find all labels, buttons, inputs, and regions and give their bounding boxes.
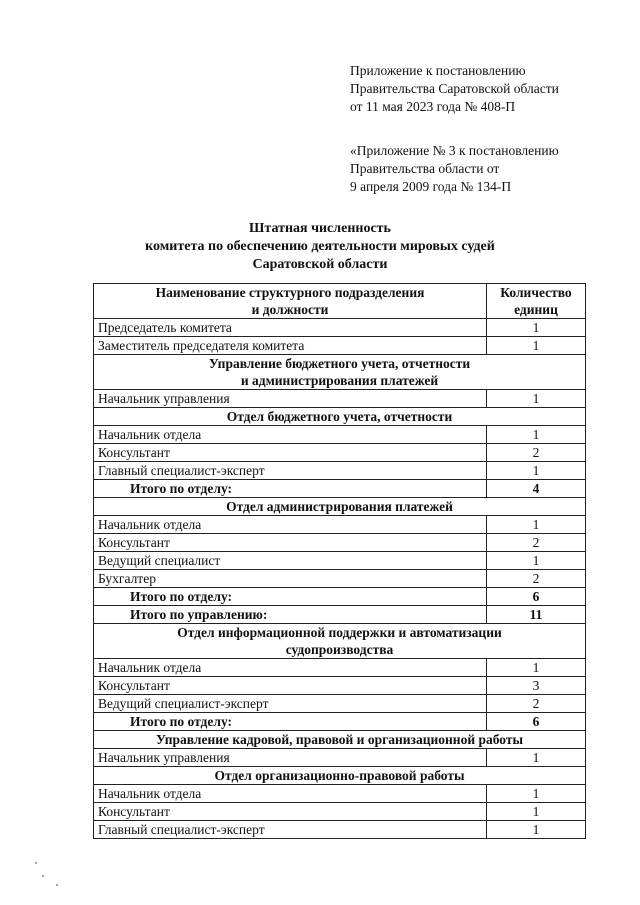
position-name: Консультант (94, 803, 487, 821)
section-header-row (94, 408, 586, 426)
section-title (94, 408, 586, 426)
table-row (94, 319, 586, 337)
section-header-row (94, 355, 586, 390)
appendix-line: Правительства Саратовской области (350, 81, 559, 96)
position-quantity: 2 (487, 444, 586, 462)
table-row (94, 749, 586, 767)
table-row (94, 785, 586, 803)
section-title-line: Отдел бюджетного учета, отчетности (226, 409, 453, 424)
position-quantity: 1 (487, 785, 586, 803)
position-name: Начальник отдела (94, 785, 487, 803)
position-quantity: 2 (487, 570, 586, 588)
position-quantity: 2 (487, 695, 586, 713)
position-quantity: 1 (487, 462, 586, 480)
position-name: Начальник управления (94, 749, 487, 767)
position-name: Консультант (94, 677, 487, 695)
table-header-row (94, 284, 586, 319)
section-header-row (94, 731, 586, 749)
position-quantity: 1 (487, 749, 586, 767)
table-row (94, 659, 586, 677)
scan-speck (35, 862, 37, 864)
subtotal-label: Итого по отделу: (94, 713, 487, 731)
header-name (94, 284, 487, 319)
position-quantity: 1 (487, 390, 586, 408)
subtotal-quantity: 4 (487, 480, 586, 498)
appendix-line: «Приложение № 3 к постановлению (350, 143, 559, 158)
header-quantity (487, 284, 586, 319)
position-name: Ведущий специалист (94, 552, 487, 570)
subtotal-row (94, 480, 586, 498)
table-row (94, 390, 586, 408)
position-name: Заместитель председателя комитета (94, 337, 487, 355)
appendix-line: 9 апреля 2009 года № 134-П (350, 179, 512, 194)
section-title (94, 355, 586, 390)
subtotal-row (94, 606, 586, 624)
position-quantity: 2 (487, 534, 586, 552)
position-quantity: 1 (487, 659, 586, 677)
section-title-line: Отдел организационно-правовой работы (214, 768, 465, 783)
table-row (94, 534, 586, 552)
appendix-note (350, 62, 559, 116)
header-line: Наименование структурного подразделения (155, 285, 425, 300)
section-title-line: Управление кадровой, правовой и организационной работы (155, 732, 524, 747)
original-appendix-note (350, 142, 559, 196)
section-title-line: Отдел администрирования платежей (226, 499, 453, 514)
section-header-row (94, 767, 586, 785)
table-body (94, 319, 586, 839)
position-quantity: 1 (487, 337, 586, 355)
table-row (94, 337, 586, 355)
subtotal-quantity: 6 (487, 588, 586, 606)
subtotal-quantity: 11 (487, 606, 586, 624)
subtotal-label: Итого по отделу: (94, 480, 487, 498)
position-name: Начальник отдела (94, 516, 487, 534)
position-name: Консультант (94, 444, 487, 462)
table-row (94, 570, 586, 588)
title-line: Саратовской области (252, 257, 388, 272)
scan-speck (56, 884, 58, 886)
position-quantity: 3 (487, 677, 586, 695)
table-row (94, 516, 586, 534)
section-header-row (94, 498, 586, 516)
subtotal-row (94, 588, 586, 606)
table-row (94, 444, 586, 462)
table-row (94, 552, 586, 570)
position-name: Главный специалист-эксперт (94, 821, 487, 839)
position-name: Консультант (94, 534, 487, 552)
appendix-line: Правительства области от (350, 161, 500, 176)
section-title (94, 624, 586, 659)
position-name: Ведущий специалист-эксперт (94, 695, 487, 713)
position-name: Председатель комитета (94, 319, 487, 337)
table-row (94, 803, 586, 821)
document-title (0, 220, 640, 274)
staffing-table (93, 283, 586, 839)
position-name: Главный специалист-эксперт (94, 462, 487, 480)
section-title-line: судопроизводства (285, 642, 394, 657)
appendix-line: Приложение к постановлению (350, 63, 526, 78)
subtotal-row (94, 713, 586, 731)
title-line: Штатная численность (249, 221, 391, 236)
position-quantity: 1 (487, 803, 586, 821)
position-quantity: 1 (487, 552, 586, 570)
scan-speck (42, 875, 44, 877)
section-header-row (94, 624, 586, 659)
section-title (94, 767, 586, 785)
table-row (94, 821, 586, 839)
table-row (94, 426, 586, 444)
subtotal-label: Итого по отделу: (94, 588, 487, 606)
position-quantity: 1 (487, 426, 586, 444)
section-title-line: Отдел информационной поддержки и автоматизации (177, 625, 502, 640)
section-title (94, 498, 586, 516)
section-title (94, 731, 586, 749)
table-row (94, 695, 586, 713)
section-title-line: Управление бюджетного учета, отчетности (208, 356, 471, 371)
subtotal-label: Итого по управлению: (94, 606, 487, 624)
table-row (94, 462, 586, 480)
header-line: Количество (500, 285, 572, 300)
appendix-line: от 11 мая 2023 года № 408-П (350, 99, 516, 114)
position-name: Бухгалтер (94, 570, 487, 588)
position-quantity: 1 (487, 516, 586, 534)
table-row (94, 677, 586, 695)
position-name: Начальник управления (94, 390, 487, 408)
header-line: единиц (514, 302, 558, 317)
position-name: Начальник отдела (94, 426, 487, 444)
position-name: Начальник отдела (94, 659, 487, 677)
subtotal-quantity: 6 (487, 713, 586, 731)
section-title-line: и администрирования платежей (240, 373, 439, 388)
title-line: комитета по обеспечению деятельности мировых судей (145, 239, 495, 254)
position-quantity: 1 (487, 821, 586, 839)
header-line: и должности (251, 302, 329, 317)
position-quantity: 1 (487, 319, 586, 337)
